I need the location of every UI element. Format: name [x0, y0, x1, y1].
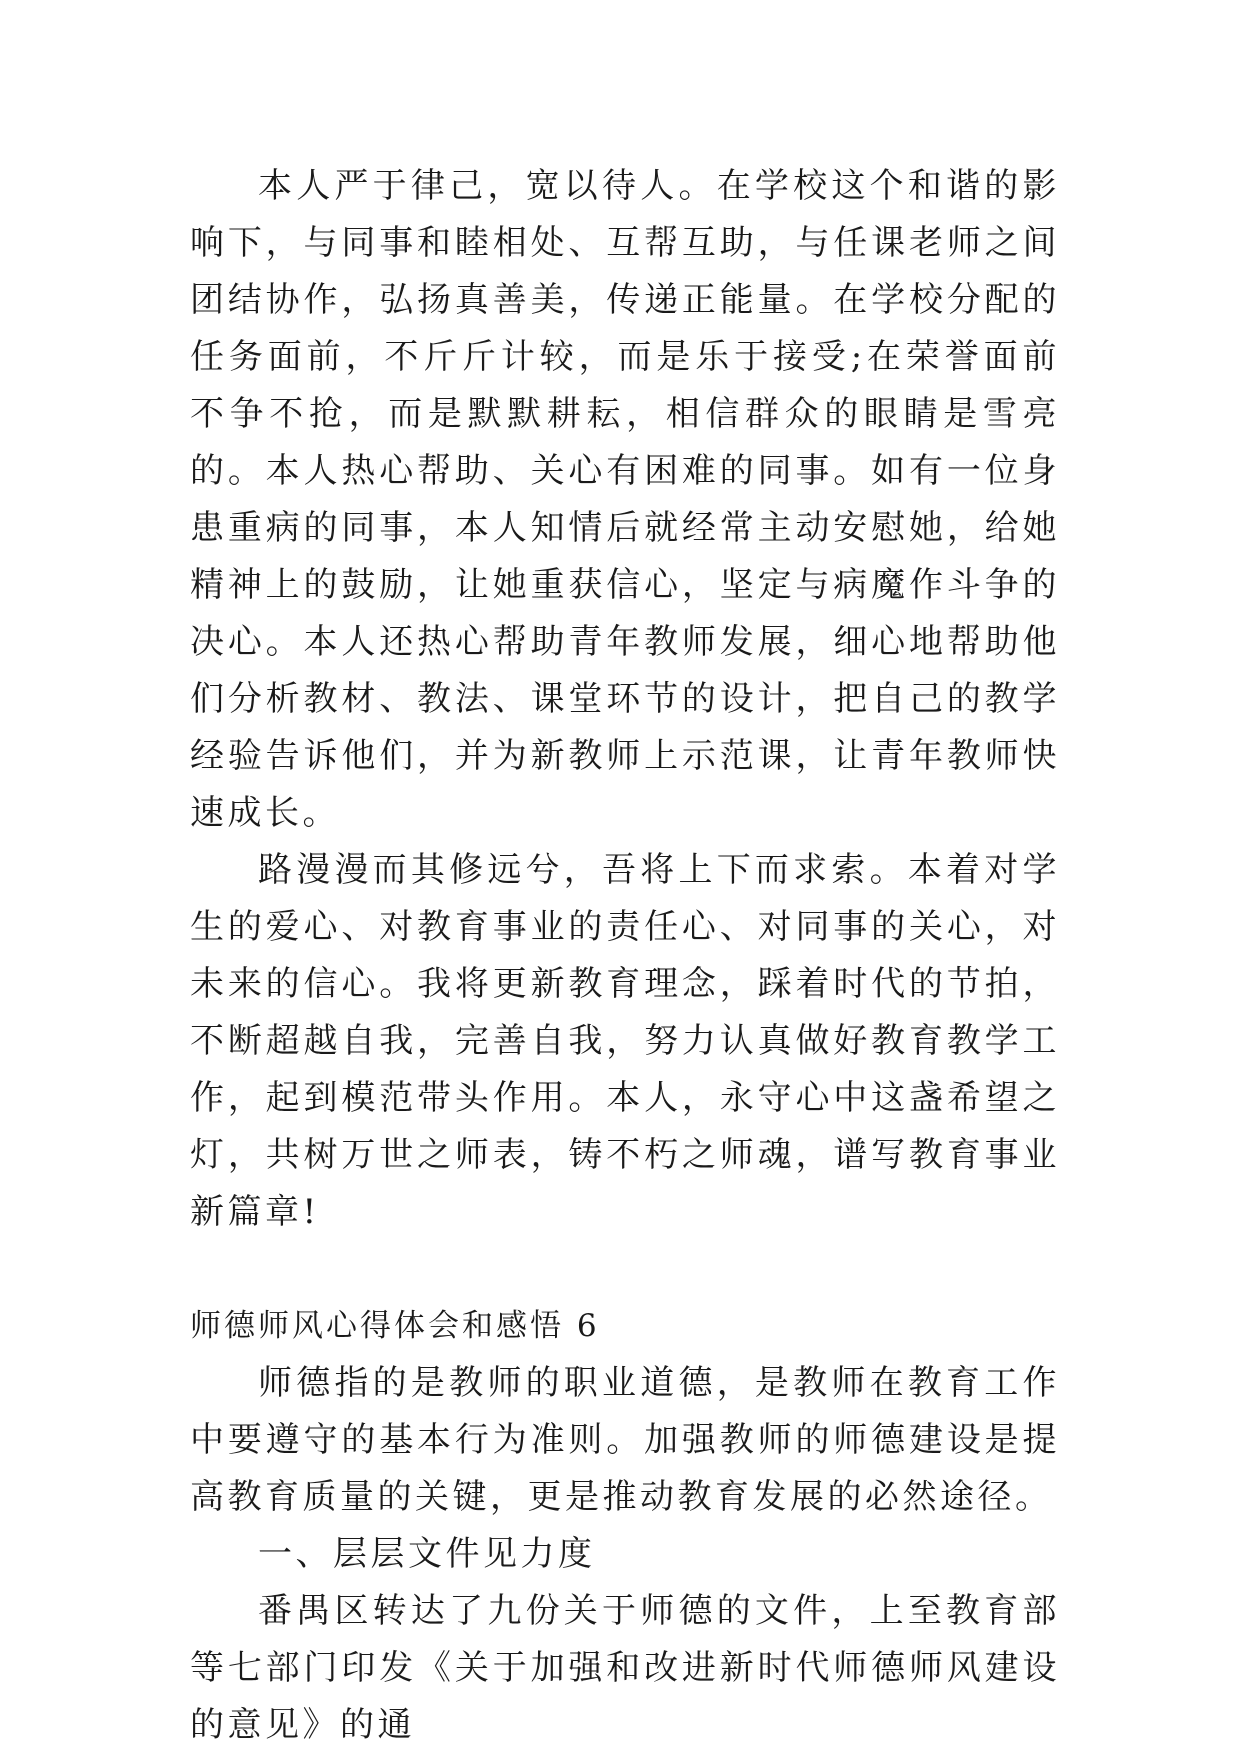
paragraph-panyu-documents: 番禺区转达了九份关于师德的文件，上至教育部等七部门印发《关于加强和改进新时代师德师风建设的意见》的通 — [190, 1591, 1060, 1745]
paragraph-teacher-ethics-definition: 师德指的是教师的职业道德，是教师在教育工作中要遵守的基本行为准则。加强教师的师德建设是提高教育质量的关键，更是推动教育发展的必然途径。 — [190, 1363, 1060, 1517]
document-body — [190, 158, 1060, 1754]
section-title: 师德师风心得体会和感悟 6 — [190, 1308, 600, 1344]
paragraph-self-discipline: 本人严于律己，宽以待人。在学校这个和谐的影响下，与同事和睦相处、互帮互助，与任课老师之间团结协作，弘扬真善美，传递正能量。在学校分配的任务面前，不斤斤计较，而是乐于接受;在荣誉面前不争不抢，而是默默耕耘，相信群众的眼睛是雪亮的。本人热心帮助、关心有困难的同事。如有一位身患重病的同事，本人知情后就经常主动安慰她，给她精神上的鼓励，让她重获信心，坚定与病魔作斗争的决心。本人还热心帮助青年教师发展，细心地帮助他们分析教材、教法、课堂环节的设计，把自己的教学经验告诉他们，并为新教师上示范课，让青年教师快速成长。 — [190, 166, 1060, 833]
subheading-documents: 一、层层文件见力度 — [258, 1534, 596, 1574]
paragraph-pursuit: 路漫漫而其修远兮，吾将上下而求索。本着对学生的爱心、对教育事业的责任心、对同事的关心，对未来的信心。我将更新教育理念，踩着时代的节拍，不断超越自我，完善自我，努力认真做好教育教学工作，起到模范带头作用。本人，永守心中这盏希望之灯，共树万世之师表，铸不朽之师魂，谱写教育事业新篇章! — [190, 850, 1060, 1232]
section-gap — [190, 1241, 1060, 1298]
